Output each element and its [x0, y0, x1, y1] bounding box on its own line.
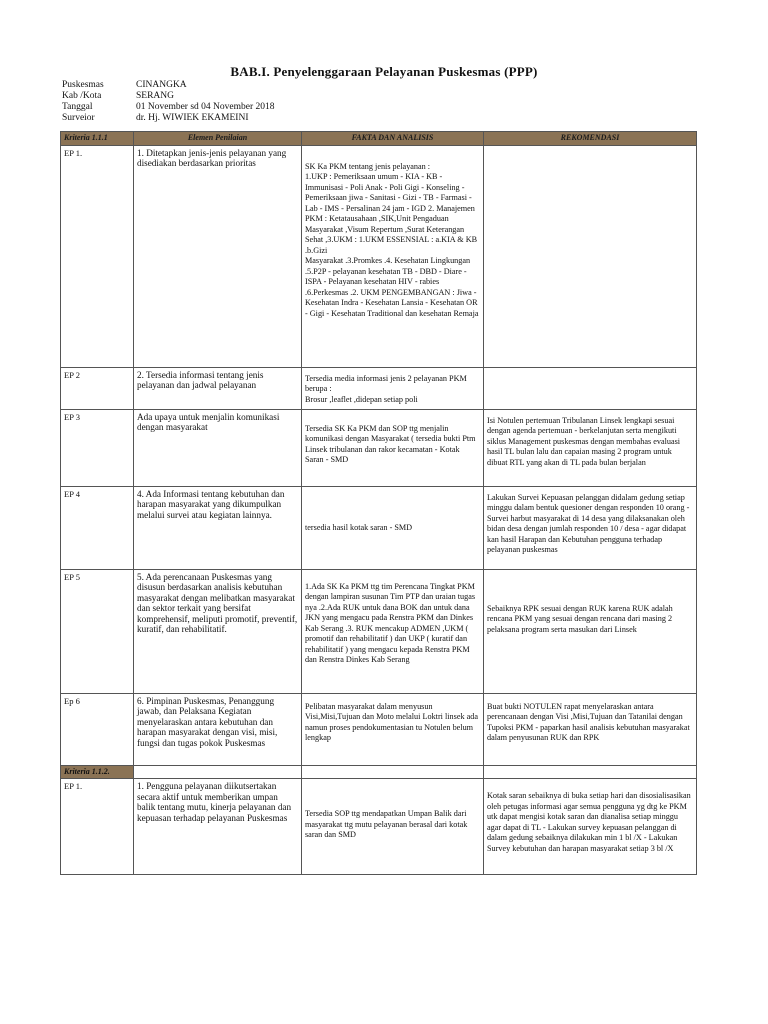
meta-row-surveior — [62, 113, 275, 124]
rekomendasi-cell: Isi Notulen pertemuan Tribulanan Linsek lengkapi sesuai dengan agenda pertemuan - berkelanjutan serta mengikuti siklus Management puskesmas dengan membahas evaluasi hasil TL bulan lalu dan capaian masing 2 program untuk dibuat RTL yang akan di TL pada bulan berjalan — [484, 409, 697, 486]
section-label: Kriteria 1.1.2. — [61, 765, 134, 779]
meta-row-tanggal — [62, 102, 275, 113]
elemen-cell: 1. Ditetapkan jenis-jenis pelayanan yang disediakan berdasarkan prioritas — [134, 145, 302, 367]
meta-label: Puskesmas — [62, 80, 104, 90]
header-rekomendasi: REKOMENDASI — [484, 132, 697, 146]
rekomendasi-cell: Sebaiknya RPK sesuai dengan RUK karena RUK adalah rencana PKM yang sesuai dengan rencana dari masing 2 pelaksana program serta masukan dari Linsek — [484, 569, 697, 693]
rekomendasi-cell — [484, 367, 697, 409]
assessment-table — [60, 131, 697, 875]
section-blank — [302, 765, 484, 779]
elemen-cell: 2. Tersedia informasi tentang jenis pelayanan dan jadwal pelayanan — [134, 367, 302, 409]
elemen-cell: 1. Pengguna pelayanan diikutsertakan secara aktif untuk memberikan umpan balik tentang mutu, kinerja pelayanan dan kepuasan terhadap pelayanan Puskesmas — [134, 779, 302, 875]
elemen-cell: 4. Ada Informasi tentang kebutuhan dan harapan masyarakat yang dikumpulkan melalui survei atau kegiatan lainnya. — [134, 486, 302, 569]
meta-label: Kab /Kota — [62, 91, 102, 101]
table-row — [61, 693, 697, 765]
ep-cell: EP 1. — [61, 145, 134, 367]
fakta-cell: tersedia hasil kotak saran - SMD — [302, 486, 484, 569]
meta-value: CINANGKA — [136, 80, 187, 90]
rekomendasi-cell: Lakukan Survei Kepuasan pelanggan didalam gedung setiap minggu dalam bentuk quesioner dengan responden 10 orang - Survei harbut masyarakat di 14 desa yang dilaksanakan oleh bidan desa dengan jumlah responden 10 / desa - agar didapat kan hasil Harapan dan Kebutuhan pengguna terhadap pelayanan puskesmas — [484, 486, 697, 569]
table-row — [61, 779, 697, 875]
rekomendasi-cell: Buat bukti NOTULEN rapat menyelaraskan antara perencanaan dengan Visi ,Misi,Tujuan dan Tatanilai dengan Tupoksi PKM - paparkan hasil analisis kebutuhan masyarakat dalam penyusunan RUK dan RPK — [484, 693, 697, 765]
ep-cell: EP 1. — [61, 779, 134, 875]
ep-cell: EP 4 — [61, 486, 134, 569]
meta-label: Tanggal — [62, 102, 93, 112]
table-row — [61, 569, 697, 693]
section-row — [61, 765, 697, 779]
header-kriteria: Kriteria 1.1.1 — [61, 132, 134, 146]
fakta-cell: SK Ka PKM tentang jenis pelayanan : 1.UKP : Pemeriksaan umum - KIA - KB - Immunisasi - Poli Anak - Poli Gigi - Konseling - Pemeriksaan jiwa - Sanitasi - Gizi - TB - Farmasi - Lab - IMS - Persalinan 24 jam - IGD 2. Manajemen PKM : Ketatausahaan ,SIK,Unit Pengaduan Masyarakat ,Visum Repertum ,Surat Keterangan Sehat ,3.UKM : 1.UKM ESSENSIAL : a.KIA & KB .b.Gizi Masyarakat .3.Promkes .4. Kesehatan Lingkungan .5.P2P - pelayanan kesehatan TB - DBD - Diare - ISPA - Pelayanan kesehatan HIV - rabies .6.Perkesmas .2. UKM PENGEMBANGAN : Jiwa - Kesehatan Indra - Kesehatan Lansia - Kesehatan OR - Gigi - Kesehatan Traditional dan kesehatan Remaja — [302, 145, 484, 367]
meta-value: dr. Hj. WIWIEK EKAMEINI — [136, 113, 249, 123]
table-row — [61, 367, 697, 409]
rekomendasi-cell: Kotak saran sebaiknya di buka setiap hari dan disosialisasikan oleh petugas informasi agar semua pengguna yg dtg ke PKM utk dapat mengisi kotak saran dan dianalisa setiap minggu agar dapat di TL - Lakukan survey kepuasan pelanggan di dalam gedung sebaiknya dilakukan min 1 bl /X - Lakukan Survey kebutuhan dan harapan masyarakat setiap 3 bl /X — [484, 779, 697, 875]
fakta-cell: 1.Ada SK Ka PKM ttg tim Perencana Tingkat PKM dengan lampiran susunan Tim PTP dan uraian tugas nya .2.Ada RUK untuk dana BOK dan untuk dana JKN yang mengacu pada Renstra PKM dan Dinkes Kab Serang .3. RUK mencakup ADMEN ,UKM ( promotif dan rehabilitatif ) dan UKP ( kuratif dan rehabilitatif ) yang mengacu kepada Renstra PKM dan Renstra Dinkes Kab Serang — [302, 569, 484, 693]
rekomendasi-cell — [484, 145, 697, 367]
fakta-cell: Pelibatan masyarakat dalam menyusun Visi,Misi,Tujuan dan Moto melalui Loktri linsek ada namun proses pendokumentasian tu Notulen belum lengkap — [302, 693, 484, 765]
header-fakta: FAKTA DAN ANALISIS — [302, 132, 484, 146]
ep-cell: EP 3 — [61, 409, 134, 486]
table-row — [61, 145, 697, 367]
meta-row-kabkota — [62, 91, 275, 102]
table-header-row — [61, 132, 697, 146]
header-elemen: Elemen Penilaian — [134, 132, 302, 146]
elemen-cell: Ada upaya untuk menjalin komunikasi dengan masyarakat — [134, 409, 302, 486]
ep-cell: EP 2 — [61, 367, 134, 409]
section-blank — [484, 765, 697, 779]
meta-block — [62, 80, 275, 124]
fakta-cell: Tersedia media informasi jenis 2 pelayanan PKM berupa : Brosur ,leaflet ,didepan setiap poli — [302, 367, 484, 409]
fakta-cell: Tersedia SOP ttg mendapatkan Umpan Balik dari masyarakat ttg mutu pelayanan berasal dari kotak saran dan SMD — [302, 779, 484, 875]
table-row — [61, 486, 697, 569]
ep-cell: EP 5 — [61, 569, 134, 693]
section-blank — [134, 765, 302, 779]
fakta-cell: Tersedia SK Ka PKM dan SOP ttg menjalin komunikasi dengan Masyarakat ( tersedia bukti Ptm Linsek tribulanan dan rakor kecamatan - Kotak Saran - SMD — [302, 409, 484, 486]
meta-row-puskesmas — [62, 80, 275, 91]
ep-cell: Ep 6 — [61, 693, 134, 765]
meta-value: 01 November sd 04 November 2018 — [136, 102, 275, 112]
table-row — [61, 409, 697, 486]
elemen-cell: 5. Ada perencanaan Puskesmas yang disusun berdasarkan analisis kebutuhan masyarakat dengan melibatkan masyarakat dan sektor terkait yang bersifat komprehensif, meliputi promotif, preventif, kuratif, dan rehabilitatif. — [134, 569, 302, 693]
elemen-cell: 6. Pimpinan Puskesmas, Penanggung jawab, dan Pelaksana Kegiatan menyelaraskan antara kebutuhan dan harapan masyarakat dengan visi, misi, fungsi dan tugas pokok Puskesmas — [134, 693, 302, 765]
page-title: BAB.I. Penyelenggaraan Pelayanan Puskesmas (PPP) — [230, 64, 538, 79]
meta-label: Surveior — [62, 113, 95, 123]
meta-value: SERANG — [136, 91, 175, 101]
